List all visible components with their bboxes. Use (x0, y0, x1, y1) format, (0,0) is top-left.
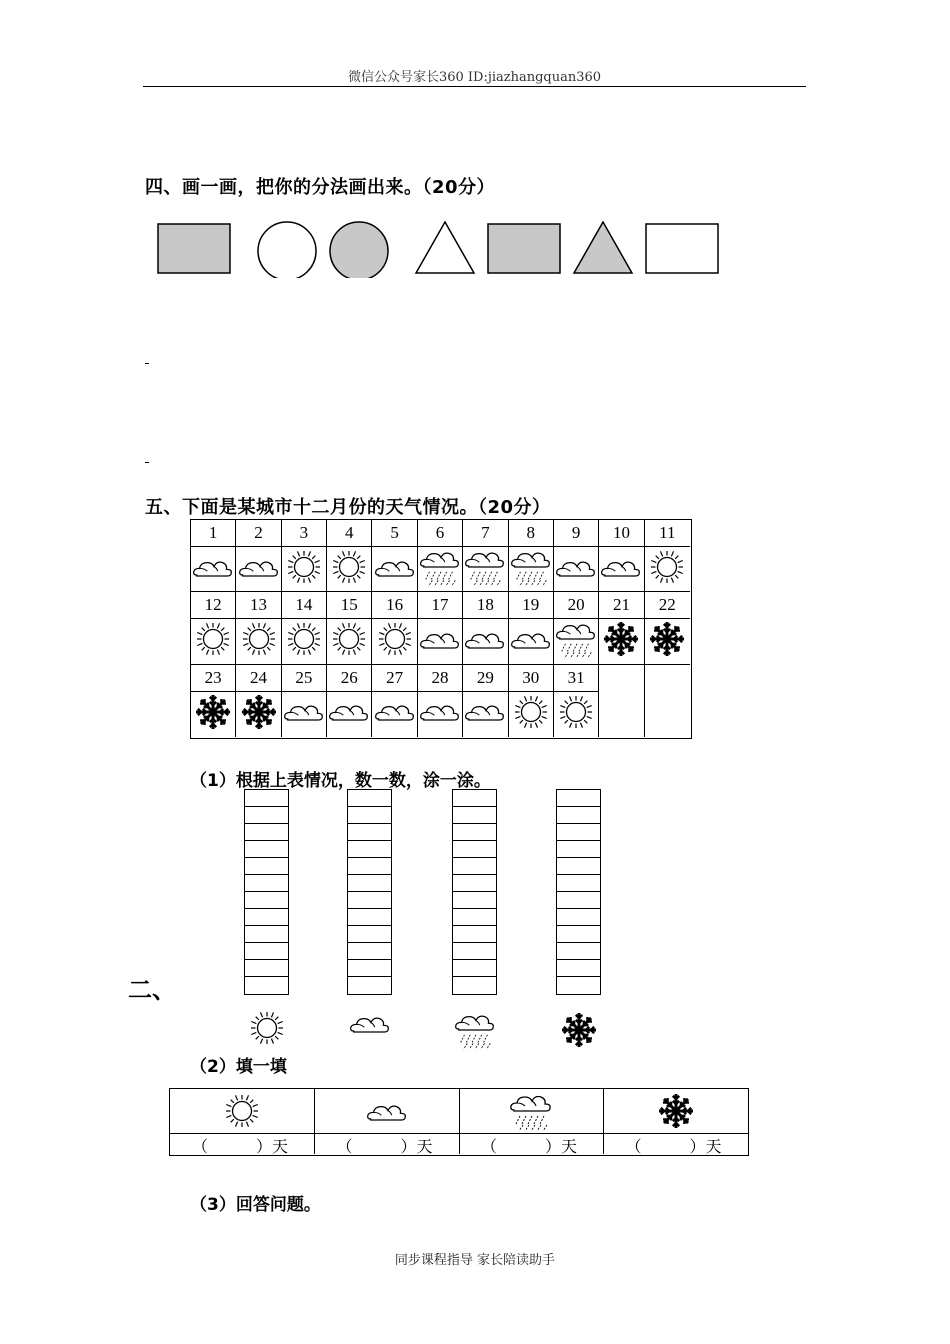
calendar-day-number: 23 (204, 667, 222, 687)
calendar-day-cell (645, 520, 690, 592)
cloudy-icon (554, 547, 598, 587)
cloudy-icon (372, 547, 416, 587)
gray-square-1 (158, 224, 230, 273)
calendar-day-cell (191, 592, 236, 664)
shape-row (156, 220, 726, 278)
fill-column-sunny (170, 1089, 315, 1154)
rainy-icon (418, 547, 462, 587)
count-cell[interactable] (453, 960, 496, 977)
sunny-icon (509, 692, 553, 732)
calendar-day-number: 10 (612, 523, 630, 542)
calendar-day-cell (191, 665, 236, 737)
question-2: （2）填一填 (190, 1057, 287, 1077)
count-cell[interactable] (453, 892, 496, 909)
count-cell[interactable] (348, 824, 391, 841)
count-cell[interactable] (348, 926, 391, 943)
sunny-count-column[interactable] (244, 789, 289, 995)
count-cell[interactable] (245, 892, 288, 909)
calendar-day-cell (236, 665, 281, 737)
calendar-day-cell (282, 665, 327, 737)
calendar-day-cell (599, 520, 644, 592)
shape-row-svg (156, 220, 726, 278)
snowy-icon (191, 692, 235, 732)
snowy-icon (599, 619, 643, 659)
count-cell[interactable] (453, 841, 496, 858)
section-5-title: 五、下面是某城市十二月份的天气情况。（20分） (145, 497, 551, 518)
calendar-day-number: 15 (340, 595, 358, 615)
calendar-day-cell (372, 592, 417, 664)
header-rule (143, 86, 806, 87)
count-cell[interactable] (245, 977, 288, 994)
count-cell[interactable] (245, 824, 288, 841)
snowy-count-column[interactable] (556, 789, 601, 995)
count-cell[interactable] (453, 909, 496, 926)
calendar-day-number: 7 (481, 523, 490, 542)
cloudy-icon (327, 692, 371, 732)
rainy-icon (509, 547, 553, 587)
count-cell[interactable] (245, 790, 288, 807)
count-cell[interactable] (557, 858, 600, 875)
count-cell[interactable] (348, 977, 391, 994)
days-label: ）天 (689, 1137, 722, 1156)
calendar-day-cell (645, 592, 690, 664)
count-cell[interactable] (348, 858, 391, 875)
days-answer-blank[interactable] (315, 1134, 459, 1154)
calendar-day-number: 18 (476, 595, 494, 615)
calendar-day-number: 22 (658, 595, 676, 615)
rainy-icon (459, 1089, 603, 1134)
count-cell[interactable] (453, 926, 496, 943)
white-triangle (416, 222, 474, 273)
calendar-day-number: 13 (250, 595, 268, 615)
days-answer-blank[interactable] (459, 1134, 603, 1154)
sunny-icon (236, 619, 280, 659)
rainy-icon (452, 1008, 497, 1053)
cloudy-icon (282, 692, 326, 732)
calendar-day-cell (554, 665, 599, 737)
count-cell[interactable] (557, 892, 600, 909)
calendar-day-number: 3 (299, 523, 309, 542)
count-cell[interactable] (348, 892, 391, 909)
calendar-day-cell (418, 665, 463, 737)
gray-triangle (574, 222, 632, 273)
cloudy-icon (191, 547, 235, 587)
cloudy-icon (418, 619, 462, 659)
question-1: （1）根据上表情况，数一数，涂一涂。 (190, 771, 491, 791)
open-paren: （ (481, 1137, 498, 1156)
snowy-icon (236, 692, 280, 732)
count-cell[interactable] (557, 790, 600, 807)
count-cell[interactable] (245, 841, 288, 858)
calendar-day-cell (599, 665, 644, 737)
calendar-day-number: 27 (386, 667, 404, 687)
count-cell[interactable] (348, 960, 391, 977)
calendar-day-cell (327, 665, 372, 737)
count-cell[interactable] (557, 960, 600, 977)
snowy-icon (645, 619, 690, 659)
weather-calendar (190, 519, 692, 739)
count-cell[interactable] (245, 858, 288, 875)
count-cell[interactable] (557, 909, 600, 926)
white-square (646, 224, 718, 273)
cloudy-icon (463, 692, 507, 732)
stray-heading: 二、 (128, 976, 176, 1004)
days-label: ）天 (545, 1137, 578, 1156)
calendar-day-number: 21 (612, 595, 630, 615)
count-cell[interactable] (245, 960, 288, 977)
calendar-day-number: 2 (254, 523, 263, 542)
snowy-icon (556, 1010, 601, 1055)
calendar-day-number: 4 (345, 523, 354, 542)
calendar-day-cell (236, 592, 281, 664)
fill-column-snowy (604, 1089, 749, 1154)
days-label: ）天 (400, 1137, 433, 1156)
sunny-icon (645, 547, 690, 587)
count-cell[interactable] (245, 943, 288, 960)
calendar-day-cell (236, 520, 281, 592)
count-cell[interactable] (557, 807, 600, 824)
count-cell[interactable] (245, 807, 288, 824)
calendar-day-number: 16 (386, 595, 404, 615)
count-cell[interactable] (348, 909, 391, 926)
calendar-day-cell (191, 520, 236, 592)
cloudy-icon (418, 692, 462, 732)
calendar-day-number: 29 (476, 667, 494, 687)
calendar-day-number: 5 (390, 523, 399, 542)
cloudy-icon (599, 547, 643, 587)
count-cell[interactable] (557, 875, 600, 892)
calendar-day-cell (554, 520, 599, 592)
count-cell[interactable] (453, 977, 496, 994)
question-3: （3）回答问题。 (190, 1195, 321, 1215)
count-cell[interactable] (557, 943, 600, 960)
sunny-icon (170, 1089, 314, 1134)
count-cell[interactable] (245, 909, 288, 926)
days-answer-blank[interactable] (604, 1134, 749, 1154)
calendar-day-cell (372, 665, 417, 737)
calendar-day-cell (418, 520, 463, 592)
calendar-day-number: 30 (522, 667, 540, 687)
sunny-icon (327, 619, 371, 659)
calendar-day-number: 8 (526, 523, 535, 542)
calendar-day-number: 6 (435, 523, 445, 542)
calendar-day-number: 9 (571, 523, 581, 542)
calendar-day-number: 14 (295, 595, 313, 615)
calendar-day-cell (372, 520, 417, 592)
calendar-day-cell (282, 520, 327, 592)
page-header: 微信公众号家长360 ID:jiazhangquan360 (347, 70, 602, 85)
calendar-day-number: 12 (204, 595, 222, 615)
fill-in-table (169, 1088, 749, 1156)
calendar-day-cell (327, 520, 372, 592)
sunny-icon (282, 547, 326, 587)
count-cell[interactable] (453, 875, 496, 892)
calendar-day-cell (463, 592, 508, 664)
calendar-day-cell (509, 665, 554, 737)
calendar-day-number: 17 (431, 595, 449, 615)
count-cell[interactable] (348, 841, 391, 858)
count-cell[interactable] (453, 943, 496, 960)
margin-dash (145, 462, 149, 463)
fill-column-cloudy (315, 1089, 460, 1154)
calendar-day-number: 28 (431, 667, 449, 687)
open-paren: （ (192, 1137, 209, 1156)
count-cell[interactable] (348, 943, 391, 960)
count-cell[interactable] (557, 926, 600, 943)
count-cell[interactable] (348, 807, 391, 824)
sunny-icon (191, 619, 235, 659)
cloudy-icon (347, 1008, 392, 1048)
calendar-day-cell (509, 520, 554, 592)
calendar-day-number: 20 (567, 595, 585, 615)
cloudy-icon (509, 619, 553, 659)
calendar-day-number: 1 (208, 523, 218, 542)
page-footer: 同步课程指导 家长陪读助手 (394, 1253, 556, 1268)
calendar-day-cell (509, 592, 554, 664)
calendar-day-number: 11 (659, 523, 676, 542)
section-4-title: 四、画一画，把你的分法画出来。（20分） (145, 177, 496, 198)
sunny-icon (554, 692, 598, 732)
count-cell[interactable] (348, 790, 391, 807)
snowy-icon (604, 1089, 749, 1134)
count-cell[interactable] (453, 858, 496, 875)
sunny-icon (282, 619, 326, 659)
calendar-day-cell (463, 665, 508, 737)
calendar-day-cell (418, 592, 463, 664)
margin-dash (145, 363, 149, 364)
cloudy-icon (315, 1089, 459, 1134)
cloudy-icon (372, 692, 416, 732)
count-cell[interactable] (245, 926, 288, 943)
open-paren: （ (625, 1137, 642, 1156)
calendar-day-number: 19 (522, 595, 540, 615)
gray-circle (330, 222, 388, 278)
sunny-icon (327, 547, 371, 587)
count-cell[interactable] (557, 977, 600, 994)
cloudy-icon (236, 547, 280, 587)
cloudy-icon (463, 619, 507, 659)
calendar-day-number: 26 (340, 667, 358, 687)
sunny-icon (244, 1008, 289, 1048)
count-cell[interactable] (453, 790, 496, 807)
count-cell[interactable] (453, 807, 496, 824)
calendar-day-number: 31 (567, 667, 585, 687)
calendar-day-number: 24 (250, 667, 268, 687)
days-answer-blank[interactable] (170, 1134, 314, 1154)
white-circle (258, 222, 316, 278)
count-cell[interactable] (245, 875, 288, 892)
sunny-icon (372, 619, 416, 659)
calendar-day-cell (327, 592, 372, 664)
calendar-day-cell (645, 665, 690, 737)
cloudy-count-column[interactable] (347, 789, 392, 995)
days-label: ）天 (256, 1137, 289, 1156)
fill-column-rainy (459, 1089, 604, 1154)
rainy-icon (554, 619, 598, 659)
gray-square-2 (488, 224, 560, 273)
rainy-icon (463, 547, 507, 587)
count-cell[interactable] (557, 841, 600, 858)
count-cell[interactable] (557, 824, 600, 841)
count-cell[interactable] (348, 875, 391, 892)
calendar-day-cell (463, 520, 508, 592)
count-cell[interactable] (453, 824, 496, 841)
open-paren: （ (336, 1137, 353, 1156)
calendar-day-cell (599, 592, 644, 664)
calendar-day-number: 25 (295, 667, 313, 687)
calendar-day-cell (554, 592, 599, 664)
rainy-count-column[interactable] (452, 789, 497, 995)
calendar-day-cell (282, 592, 327, 664)
